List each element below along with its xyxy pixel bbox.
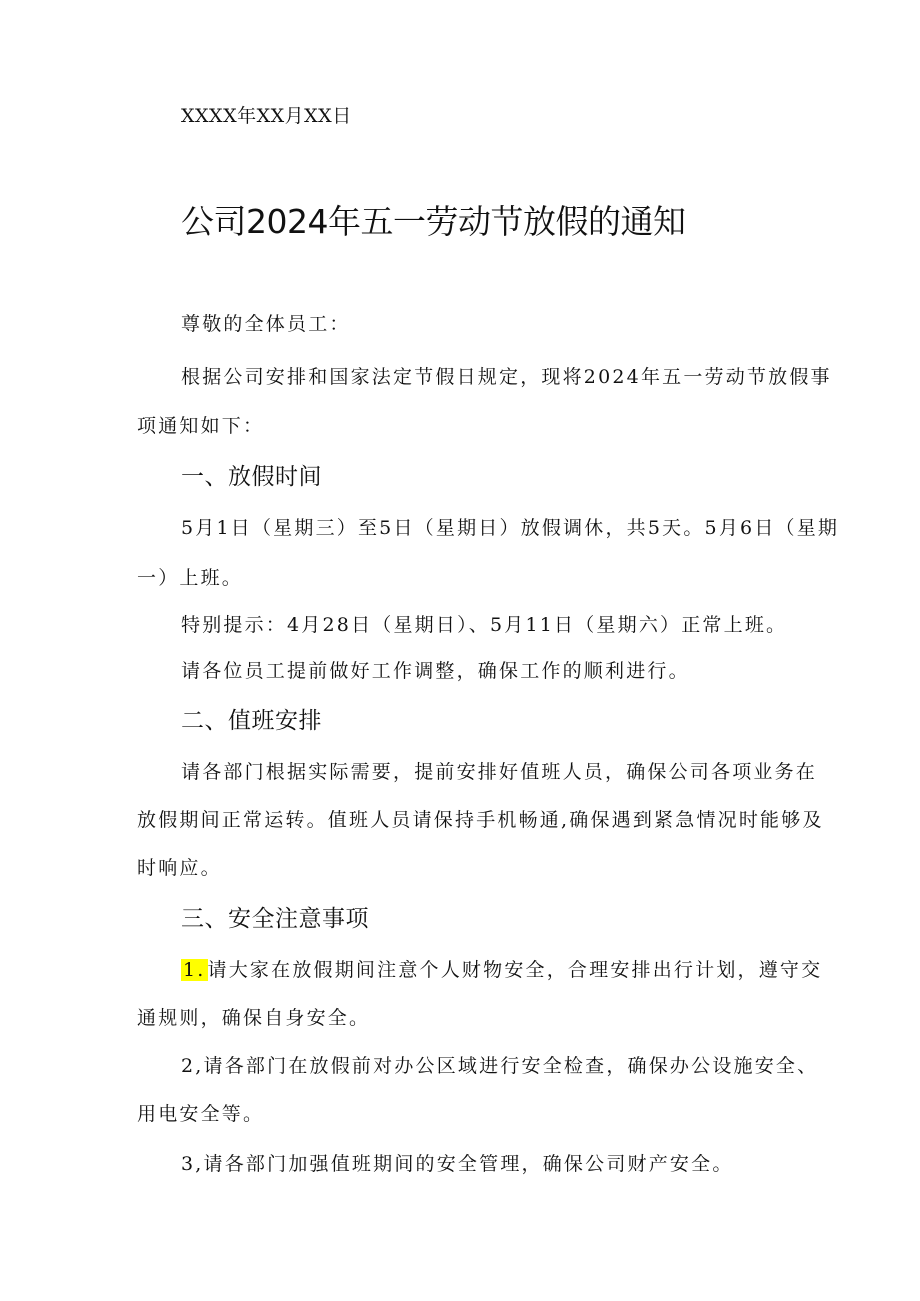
document-date: XXXX年XX月XX日 [181,105,352,127]
duty-line-2: 放假期间正常运转。值班人员请保持手机畅通,确保遇到紧急情况时能够及 [137,809,824,831]
safety-item-1-line-1 [181,958,822,982]
duty-line-3: 时响应。 [137,857,222,879]
holiday-line-1: 5月1日（星期三）至5日（星期日）放假调休，共5天。5月6日（星期 [181,517,840,539]
holiday-line-2: 一）上班。 [137,567,244,589]
duty-line-1: 请各部门根据实际需要，提前安排好值班人员，确保公司各项业务在 [181,761,818,783]
section-heading-duty: 二、值班安排 [181,708,322,734]
holiday-adjust-note: 请各位员工提前做好工作调整，确保工作的顺利进行。 [181,660,690,682]
safety-item-2-line-1: 2,请各部门在放假前对办公区域进行安全检查，确保办公设施安全、 [181,1055,819,1077]
safety-item-3: 3,请各部门加强值班期间的安全管理，确保公司财产安全。 [181,1153,734,1175]
section-heading-safety: 三、安全注意事项 [181,906,369,932]
safety-item-1-line-2: 通规则，确保自身安全。 [137,1007,371,1029]
highlighted-item-number: 1. [183,959,206,981]
safety-item-2-line-2: 用电安全等。 [137,1103,265,1125]
holiday-special-note: 特别提示：4月28日（星期日）、5月11日（星期六）正常上班。 [181,614,788,636]
safety-item-1-text: 请大家在放假期间注意个人财物安全，合理安排出行计划，遵守交 [207,959,823,981]
intro-line-2: 项通知如下： [137,415,265,437]
document-title: 公司2024年五一劳动节放假的通知 [181,202,686,241]
section-heading-holiday-time: 一、放假时间 [181,464,322,490]
intro-line-1: 根据公司安排和国家法定节假日规定，现将2024年五一劳动节放假事 [181,366,832,388]
salutation: 尊敬的全体员工： [181,313,351,335]
